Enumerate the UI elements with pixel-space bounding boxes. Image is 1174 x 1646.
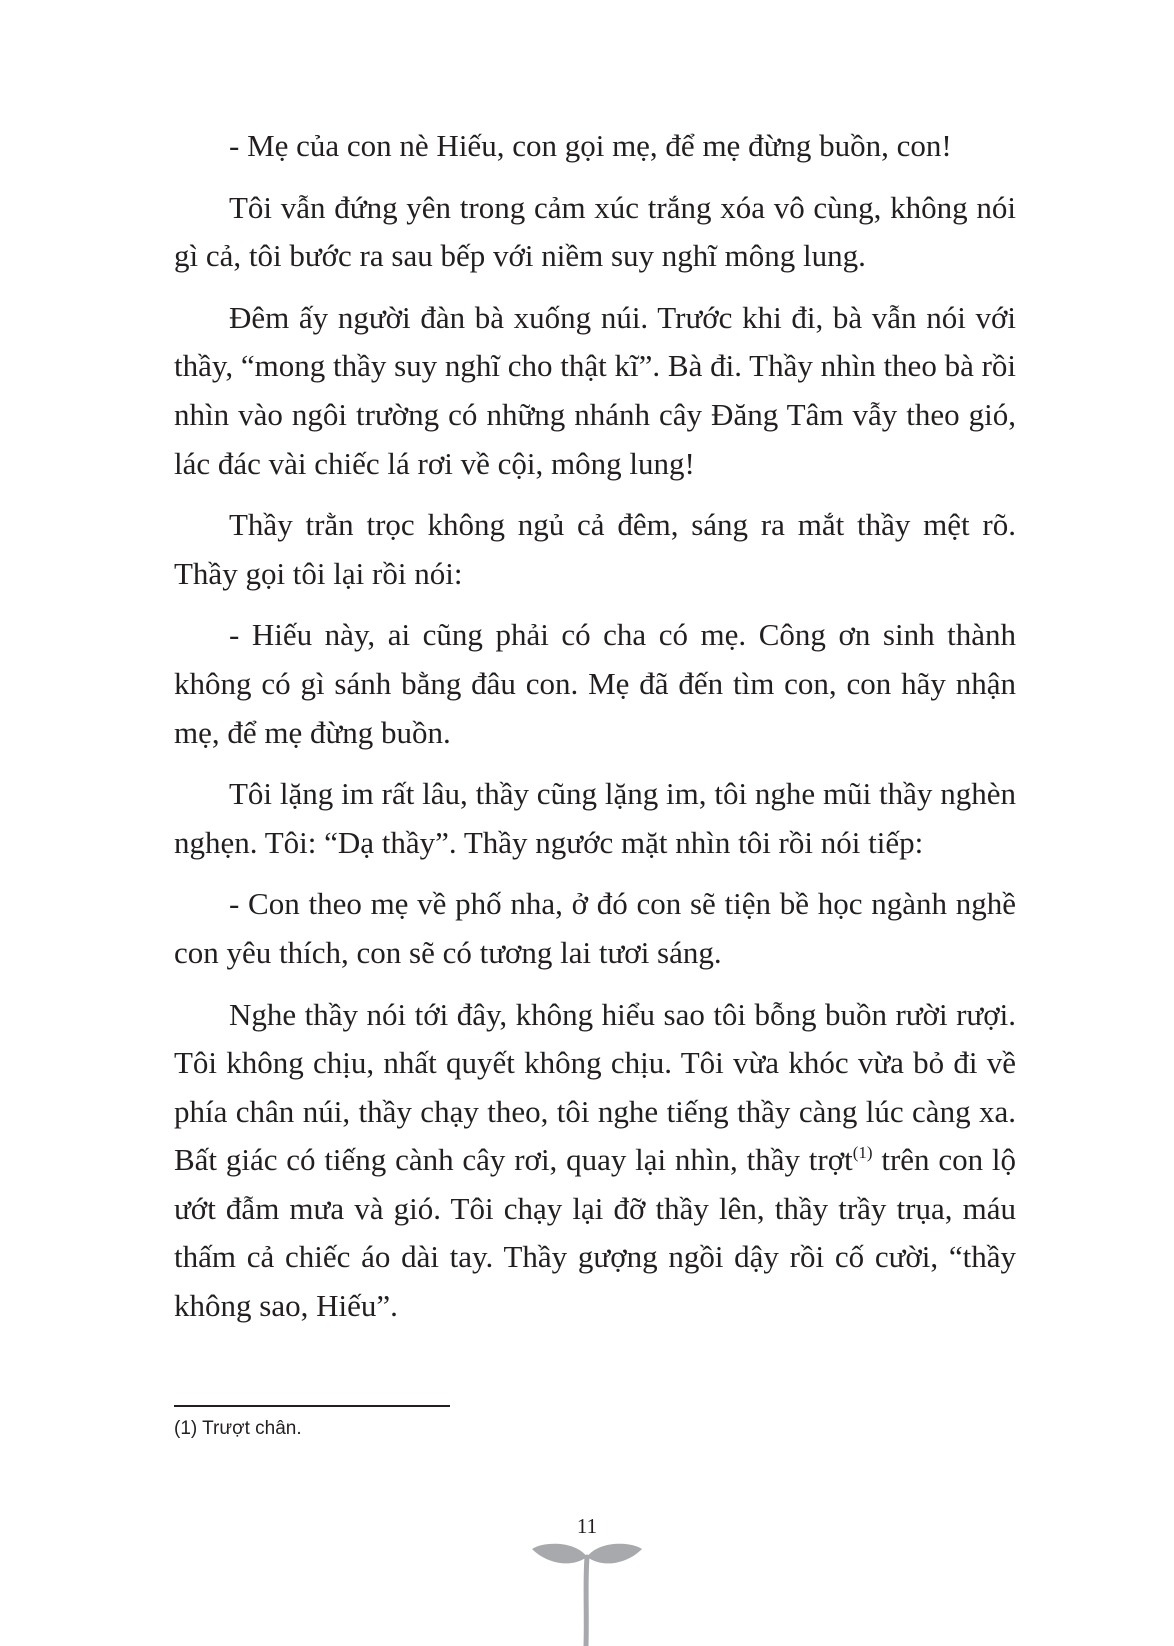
footnote-marker: (1): [852, 1143, 873, 1163]
paragraph-3: Đêm ấy người đàn bà xuống núi. Trước khi đi, bà vẫn nói với thầy, “mong thầy suy nghĩ cho thật kĩ”. Bà đi. Thầy nhìn theo bà rồi nhìn vào ngôi trường có những nhánh cây Đăng Tâm vẫy theo gió, lác đác vài chiếc lá rơi về cội, mông lung!: [174, 299, 1017, 481]
paragraph-5: - Hiếu này, ai cũng phải có cha có mẹ. Công ơn sinh thành không có gì sánh bằng đâu con. Mẹ đã đến tìm con, con hãy nhận mẹ, để mẹ đừng buồn.: [174, 617, 1016, 750]
footnote: (1) Trượt chân.: [174, 1418, 302, 1439]
sprout-left-leaf: [532, 1544, 587, 1564]
sprout-stem: [586, 1557, 587, 1646]
paragraph-1: - Mẹ của con nè Hiếu, con gọi mẹ, để mẹ đừng buồn, con!: [229, 128, 952, 163]
paragraph-2: Tôi vẫn đứng yên trong cảm xúc trắng xóa vô cùng, không nói gì cả, tôi bước ra sau bếp với niềm suy nghĩ mông lung.: [174, 189, 1016, 274]
paragraph-7: - Con theo mẹ về phố nha, ở đó con sẽ tiện bề học ngành nghề con yêu thích, con sẽ có tương lai tươi sáng.: [174, 886, 1016, 970]
page-number: 11: [576, 1514, 598, 1538]
sprout-right-leaf: [587, 1544, 642, 1564]
body-text: [174, 122, 1016, 1344]
paragraph-6: Tôi lặng im rất lâu, thầy cũng lặng im, tôi nghe mũi thầy nghèn nghẹn. Tôi: “Dạ thầy”. Thầy ngước mặt nhìn tôi rồi nói tiếp:: [174, 776, 1016, 860]
sprout-icon: [532, 1543, 642, 1646]
footnote-divider: [174, 1405, 450, 1407]
paragraph-8: Nghe thầy nói tới đây, không hiểu sao tôi bỗng buồn rười rượi. Tôi không chịu, nhất quyết không chịu. Tôi vừa khóc vừa bỏ đi về phía chân núi, thầy chạy theo, tôi nghe tiếng thầy càng lúc càng xa. Bất giác có tiếng cành cây rơi, quay lại nhìn, thầy trợt$^{(1)}$ trên con lộ ướt đẫm mưa và gió. Tôi chạy lại đỡ thầy lên, thầy trầy trụa, máu thấm cả chiếc áo dài tay. Thầy gượng ngồi dậy rồi cố cười, “thầy không sao, Hiếu”.: [174, 996, 1016, 1324]
paragraph-4: Thầy trằn trọc không ngủ cả đêm, sáng ra mắt thầy mệt rõ. Thầy gọi tôi lại rồi nói:: [174, 507, 1016, 591]
